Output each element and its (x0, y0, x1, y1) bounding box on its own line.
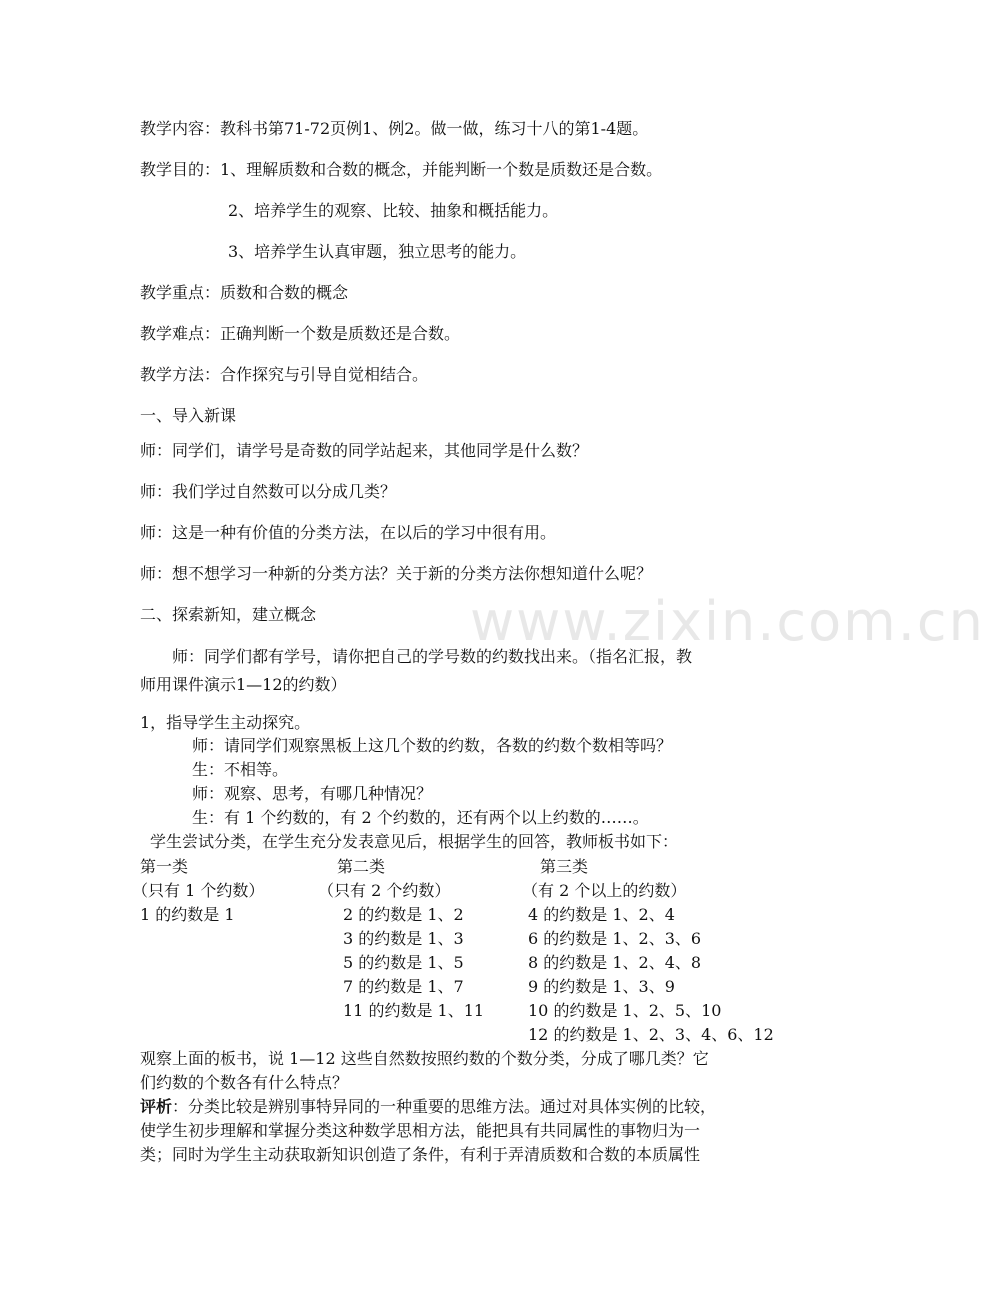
dialogue-line-3: 师：观察、思考，有哪几种情况？ (192, 784, 433, 803)
comment-line-1 (140, 1096, 716, 1118)
comment-label: 评析 (140, 1097, 173, 1116)
board-col3-item: 6 的约数是 1、2、3、6 (528, 929, 702, 948)
section1-line-1: 师：同学们，请学号是奇数的同学站起来，其他同学是什么数？ (140, 441, 589, 460)
board-col1-item: 1 的约数是 1 (140, 905, 235, 924)
section1-title: 一、导入新课 (140, 406, 237, 425)
section2-intro-2: 师用课件演示1—12的约数） (140, 675, 347, 694)
board-col2-title: 第二类 (337, 857, 386, 876)
watermark: www.zixin.com.cn (470, 590, 985, 653)
dialogue-line-4: 生：有 1 个约数的，有 2 个约数的，还有两个以上约数的……。 (192, 808, 649, 827)
teaching-content: 教学内容：教科书第71-72页例1、例2。做一做，练习十八的第1-4题。 (140, 119, 649, 138)
comment-line-2: 使学生初步理解和掌握分类这种数学思相方法，能把具有共同属性的事物归为一 (140, 1121, 701, 1140)
board-col3-item: 8 的约数是 1、2、4、8 (528, 953, 702, 972)
board-col1-subtitle: （只有 1 个约数） (132, 881, 265, 900)
section2-intro-1: 师：同学们都有学号，请你把自己的学号数的约数找出来。（指名汇报，教 (172, 647, 693, 666)
section1-line-2: 师：我们学过自然数可以分成几类？ (140, 482, 397, 501)
teaching-difficulty: 教学难点：正确判断一个数是质数还是合数。 (140, 324, 461, 343)
dialogue-line-1: 师：请同学们观察黑板上这几个数的约数，各数的约数个数相等吗？ (192, 736, 673, 755)
teaching-method: 教学方法：合作探究与引导自觉相结合。 (140, 365, 429, 384)
dialogue-line-2: 生：不相等。 (192, 760, 289, 779)
teaching-goal-3: 3、培养学生认真审题，独立思考的能力。 (228, 242, 527, 261)
section2-title: 二、探索新知，建立概念 (140, 605, 317, 624)
board-col2-item: 2 的约数是 1、2 (343, 905, 464, 924)
board-col3-item: 10 的约数是 1、2、5、10 (528, 1001, 722, 1020)
comment-line-3: 类；同时为学生主动获取新知识创造了条件，有利于弄清质数和合数的本质属性 (140, 1145, 701, 1164)
question-line-1: 观察上面的板书，说 1—12 这些自然数按照约数的个数分类，分成了哪几类？它 (140, 1049, 709, 1068)
board-intro: 学生尝试分类，在学生充分发表意见后，根据学生的回答，教师板书如下： (150, 832, 679, 851)
board-col3-item: 4 的约数是 1、2、4 (528, 905, 675, 924)
board-col3-item: 9 的约数是 1、3、9 (528, 977, 675, 996)
board-col2-item: 5 的约数是 1、5 (343, 953, 464, 972)
board-col1-title: 第一类 (140, 857, 189, 876)
board-col2-item: 7 的约数是 1、7 (343, 977, 464, 996)
board-col3-title: 第三类 (540, 857, 589, 876)
teaching-key-point: 教学重点：质数和合数的概念 (140, 283, 349, 302)
comment-text-1: ：分类比较是辨别事特异同的一种重要的思维方法。通过对具体实例的比较， (172, 1097, 717, 1116)
board-col2-subtitle: （只有 2 个约数） (318, 881, 451, 900)
board-col3-subtitle: （有 2 个以上的约数） (522, 881, 687, 900)
teaching-goal-2: 2、培养学生的观察、比较、抽象和概括能力。 (228, 201, 559, 220)
section1-line-3: 师：这是一种有价值的分类方法，在以后的学习中很有用。 (140, 523, 557, 542)
section1-line-4: 师：想不想学习一种新的分类方法？关于新的分类方法你想知道什么呢？ (140, 564, 653, 583)
question-line-2: 们约数的个数各有什么特点？ (140, 1073, 349, 1092)
board-col3-item: 12 的约数是 1、2、3、4、6、12 (528, 1025, 774, 1044)
section2-step1: 1，指导学生主动探究。 (140, 713, 311, 732)
board-col2-item: 11 的约数是 1、11 (343, 1001, 485, 1020)
board-col2-item: 3 的约数是 1、3 (343, 929, 464, 948)
teaching-goal-1: 教学目的：1、理解质数和合数的概念，并能判断一个数是质数还是合数。 (140, 160, 663, 179)
